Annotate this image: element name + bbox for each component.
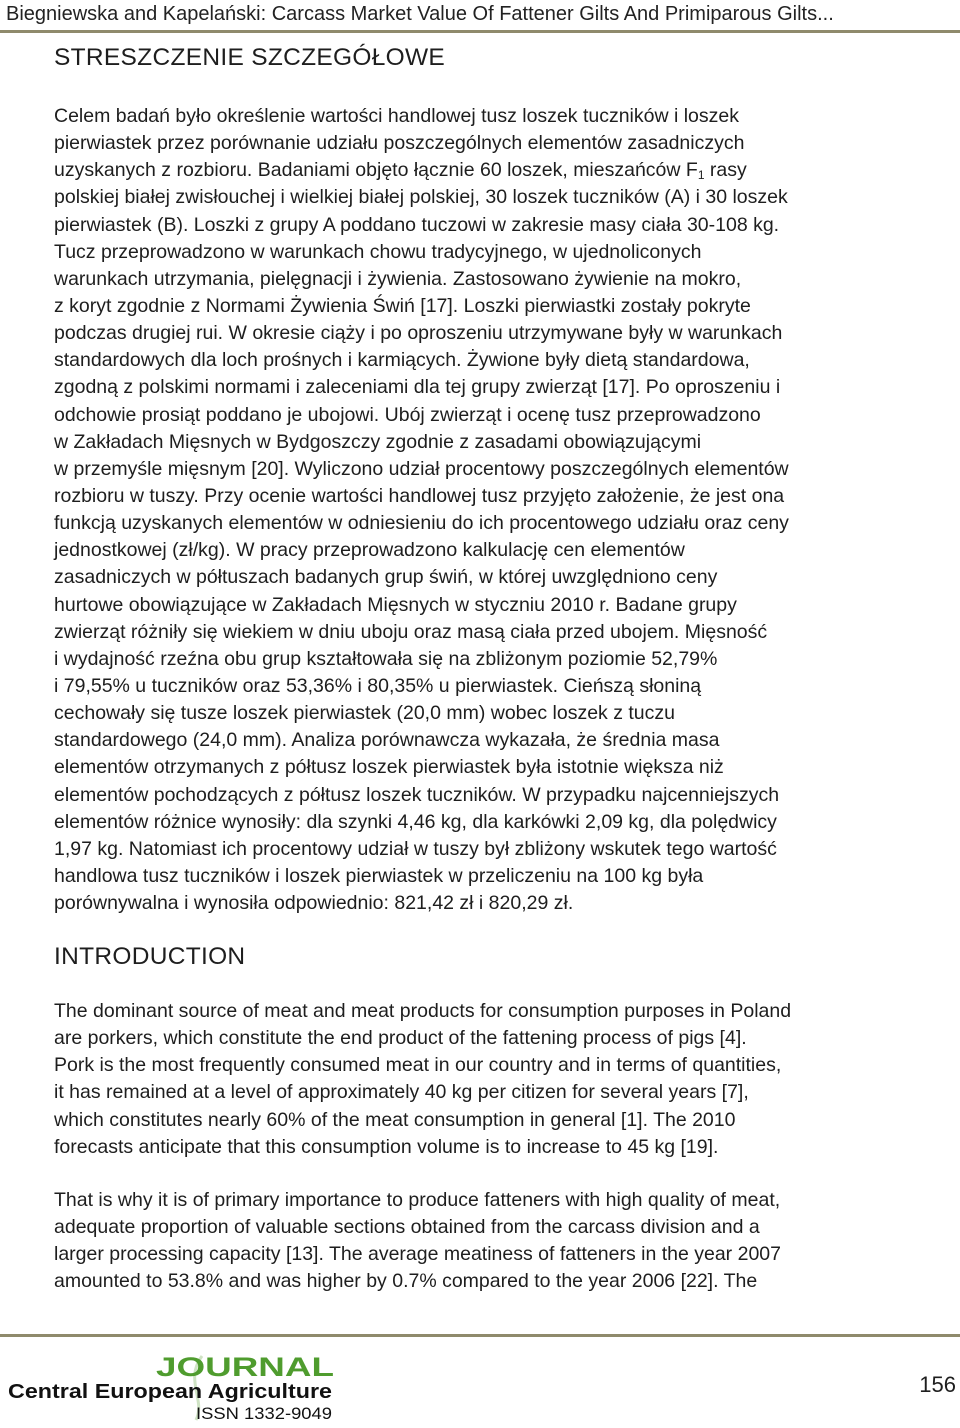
summary-line: porównywalna i wynosiła odpowiednio: 821,42 zł i 820,29 zł.: [54, 892, 574, 915]
summary-line: elementów pochodzących z półtusz loszek tuczników. W przypadku najcenniejszych: [54, 783, 780, 806]
summary-line: standardowego (24,0 mm). Analiza porównawcza wykazała, że średnia masa: [54, 729, 720, 752]
intro-line: That is why it is of primary importance to produce fatteners with high quality of meat,: [54, 1189, 781, 1211]
intro-line: larger processing capacity [13]. The average meatiness of fatteners in the year 2007: [54, 1243, 781, 1266]
intro-line: amounted to 53.8% and was higher by 0.7% compared to the year 2006 [22]. The: [54, 1270, 758, 1293]
summary-line: Tucz przeprowadzono w warunkach chowu tradycyjnego, w ujednoliconych: [54, 240, 702, 263]
summary-line: zasadniczych w półtuszach badanych grup świń, w której uwzględniono ceny: [54, 566, 718, 589]
summary-line: 1,97 kg. Natomiast ich procentowy udział w tuszy był zbliżony wskutek tego wartość: [54, 837, 777, 860]
summary-line: polskiej białej zwisłouchej i wielkiej białej polskiej, 30 loszek tuczników (A) i 30 loszek: [54, 186, 788, 209]
journal-logo: [6, 1350, 336, 1422]
intro-line: The dominant source of meat and meat products for consumption purposes in Poland: [54, 1000, 792, 1022]
summary-line: hurtowe obowiązujące w Zakładach Mięsnych w styczniu 2010 r. Badane grupy: [54, 593, 737, 616]
running-head: Biegniewska and Kapelański: Carcass Market Value Of Fattener Gilts And Primiparous Gilts...: [6, 3, 834, 25]
summary-line: w przemyśle mięsnym [20]. Wyliczono udział procentowy poszczególnych elementów: [54, 457, 789, 480]
summary-line: z koryt zgodnie z Normami Żywienia Świń [17]. Loszki pierwiastki zostały pokryte: [54, 294, 751, 317]
introduction-paragraph-2: [54, 1187, 781, 1296]
logo-journal-text: JOURNAL: [156, 1352, 334, 1382]
footer-rule: [0, 1334, 960, 1337]
summary-line: standardowych dla loch prośnych i karmiących. Żywione były dietą standardowa,: [54, 349, 750, 372]
intro-line: are porkers, which constitute the end product of the fattening process of pigs [4].: [54, 1027, 747, 1050]
header-rule: [0, 30, 960, 33]
summary-line-tail: rasy: [704, 159, 747, 182]
summary-line: i 79,55% u tuczników oraz 53,36% i 80,35% u pierwiastek. Cieńszą słoniną: [54, 674, 702, 697]
introduction-heading: INTRODUCTION: [54, 943, 246, 970]
summary-line: cechowały się tusze loszek pierwiastek (20,0 mm) wobec loszek z tuczu: [54, 702, 675, 725]
summary-line: handlowa tusz tuczników i loszek pierwiastek w przeliczeniu na 100 kg była: [54, 864, 704, 887]
intro-line: Pork is the most frequently consumed meat in our country and in terms of quantities,: [54, 1054, 782, 1077]
logo-issn-text: ISSN 1332-9049: [196, 1404, 332, 1422]
summary-line: jednostkowej (zł/kg). W pracy przeprowadzono kalkulację cen elementów: [54, 539, 685, 562]
page-number: 156: [919, 1372, 956, 1397]
summary-line: pierwiastek (B). Loszki z grupy A poddano tuczowi w zakresie masy ciała 30-108 kg.: [54, 213, 780, 236]
summary-line: elementów otrzymanych z półtusz loszek pierwiastek była istotnie większa niż: [54, 756, 724, 779]
summary-line: i wydajność rzeźna obu grup kształtowała się na zbliżonym poziomie 52,79%: [54, 647, 718, 670]
summary-line: funkcją uzyskanych elementów w odniesieniu do ich procentowego udziału oraz ceny: [54, 512, 789, 535]
summary-line: podczas drugiej rui. W okresie ciąży i po oproszeniu utrzymywane były w warunkach: [54, 322, 783, 345]
summary-line-text: uzyskanych z rozbioru. Badaniami objęto łącznie 60 loszek, mieszańców F: [54, 159, 698, 182]
intro-line: it has remained at a level of approximately 40 kg per citizen for several years [7],: [54, 1081, 749, 1104]
summary-line: zgodną z polskimi normami i zaleceniami dla tej grupy zwierząt [17]. Po oproszeniu i: [54, 376, 781, 399]
summary-line: pierwiastek przez porównanie udziału poszczególnych elementów zasadniczych: [54, 132, 745, 155]
intro-line: adequate proportion of valuable sections obtained from the carcass division and a: [54, 1216, 760, 1239]
intro-line: which constitutes nearly 60% of the meat consumption in general [1]. The 2010: [54, 1108, 736, 1131]
summary-line: elementów różnice wynosiły: dla szynki 4,46 kg, dla karkówki 2,09 kg, dla polędwicy: [54, 810, 777, 833]
intro-line: forecasts anticipate that this consumption volume is to increase to 45 kg [19].: [54, 1135, 719, 1158]
introduction-paragraph-1: [54, 998, 791, 1161]
summary-line: zwierząt różniły się wiekiem w dniu uboju oraz masą ciała przed ubojem. Mięsność: [54, 620, 768, 643]
summary-line: rozbioru w tuszy. Przy ocenie wartości handlowej tusz przyjęto założenie, że jest ona: [54, 484, 785, 507]
summary-line: Celem badań było określenie wartości handlowej tusz loszek tuczników i loszek: [54, 105, 739, 127]
summary-line: [54, 157, 789, 184]
logo-title-text: Central European Agriculture: [8, 1381, 332, 1403]
subscript: 1: [697, 168, 705, 183]
summary-body: [54, 103, 789, 917]
summary-line: odchowie prosiąt poddano je ubojowi. Ubój zwierząt i ocenę tusz przeprowadzono: [54, 403, 761, 426]
summary-line: warunkach utrzymania, pielęgnacji i żywienia. Zastosowano żywienie na mokro,: [54, 267, 742, 290]
summary-line: w Zakładach Mięsnych w Bydgoszczy zgodnie z zasadami obowiązującymi: [54, 430, 702, 453]
summary-heading: STRESZCZENIE SZCZEGÓŁOWE: [54, 44, 446, 71]
